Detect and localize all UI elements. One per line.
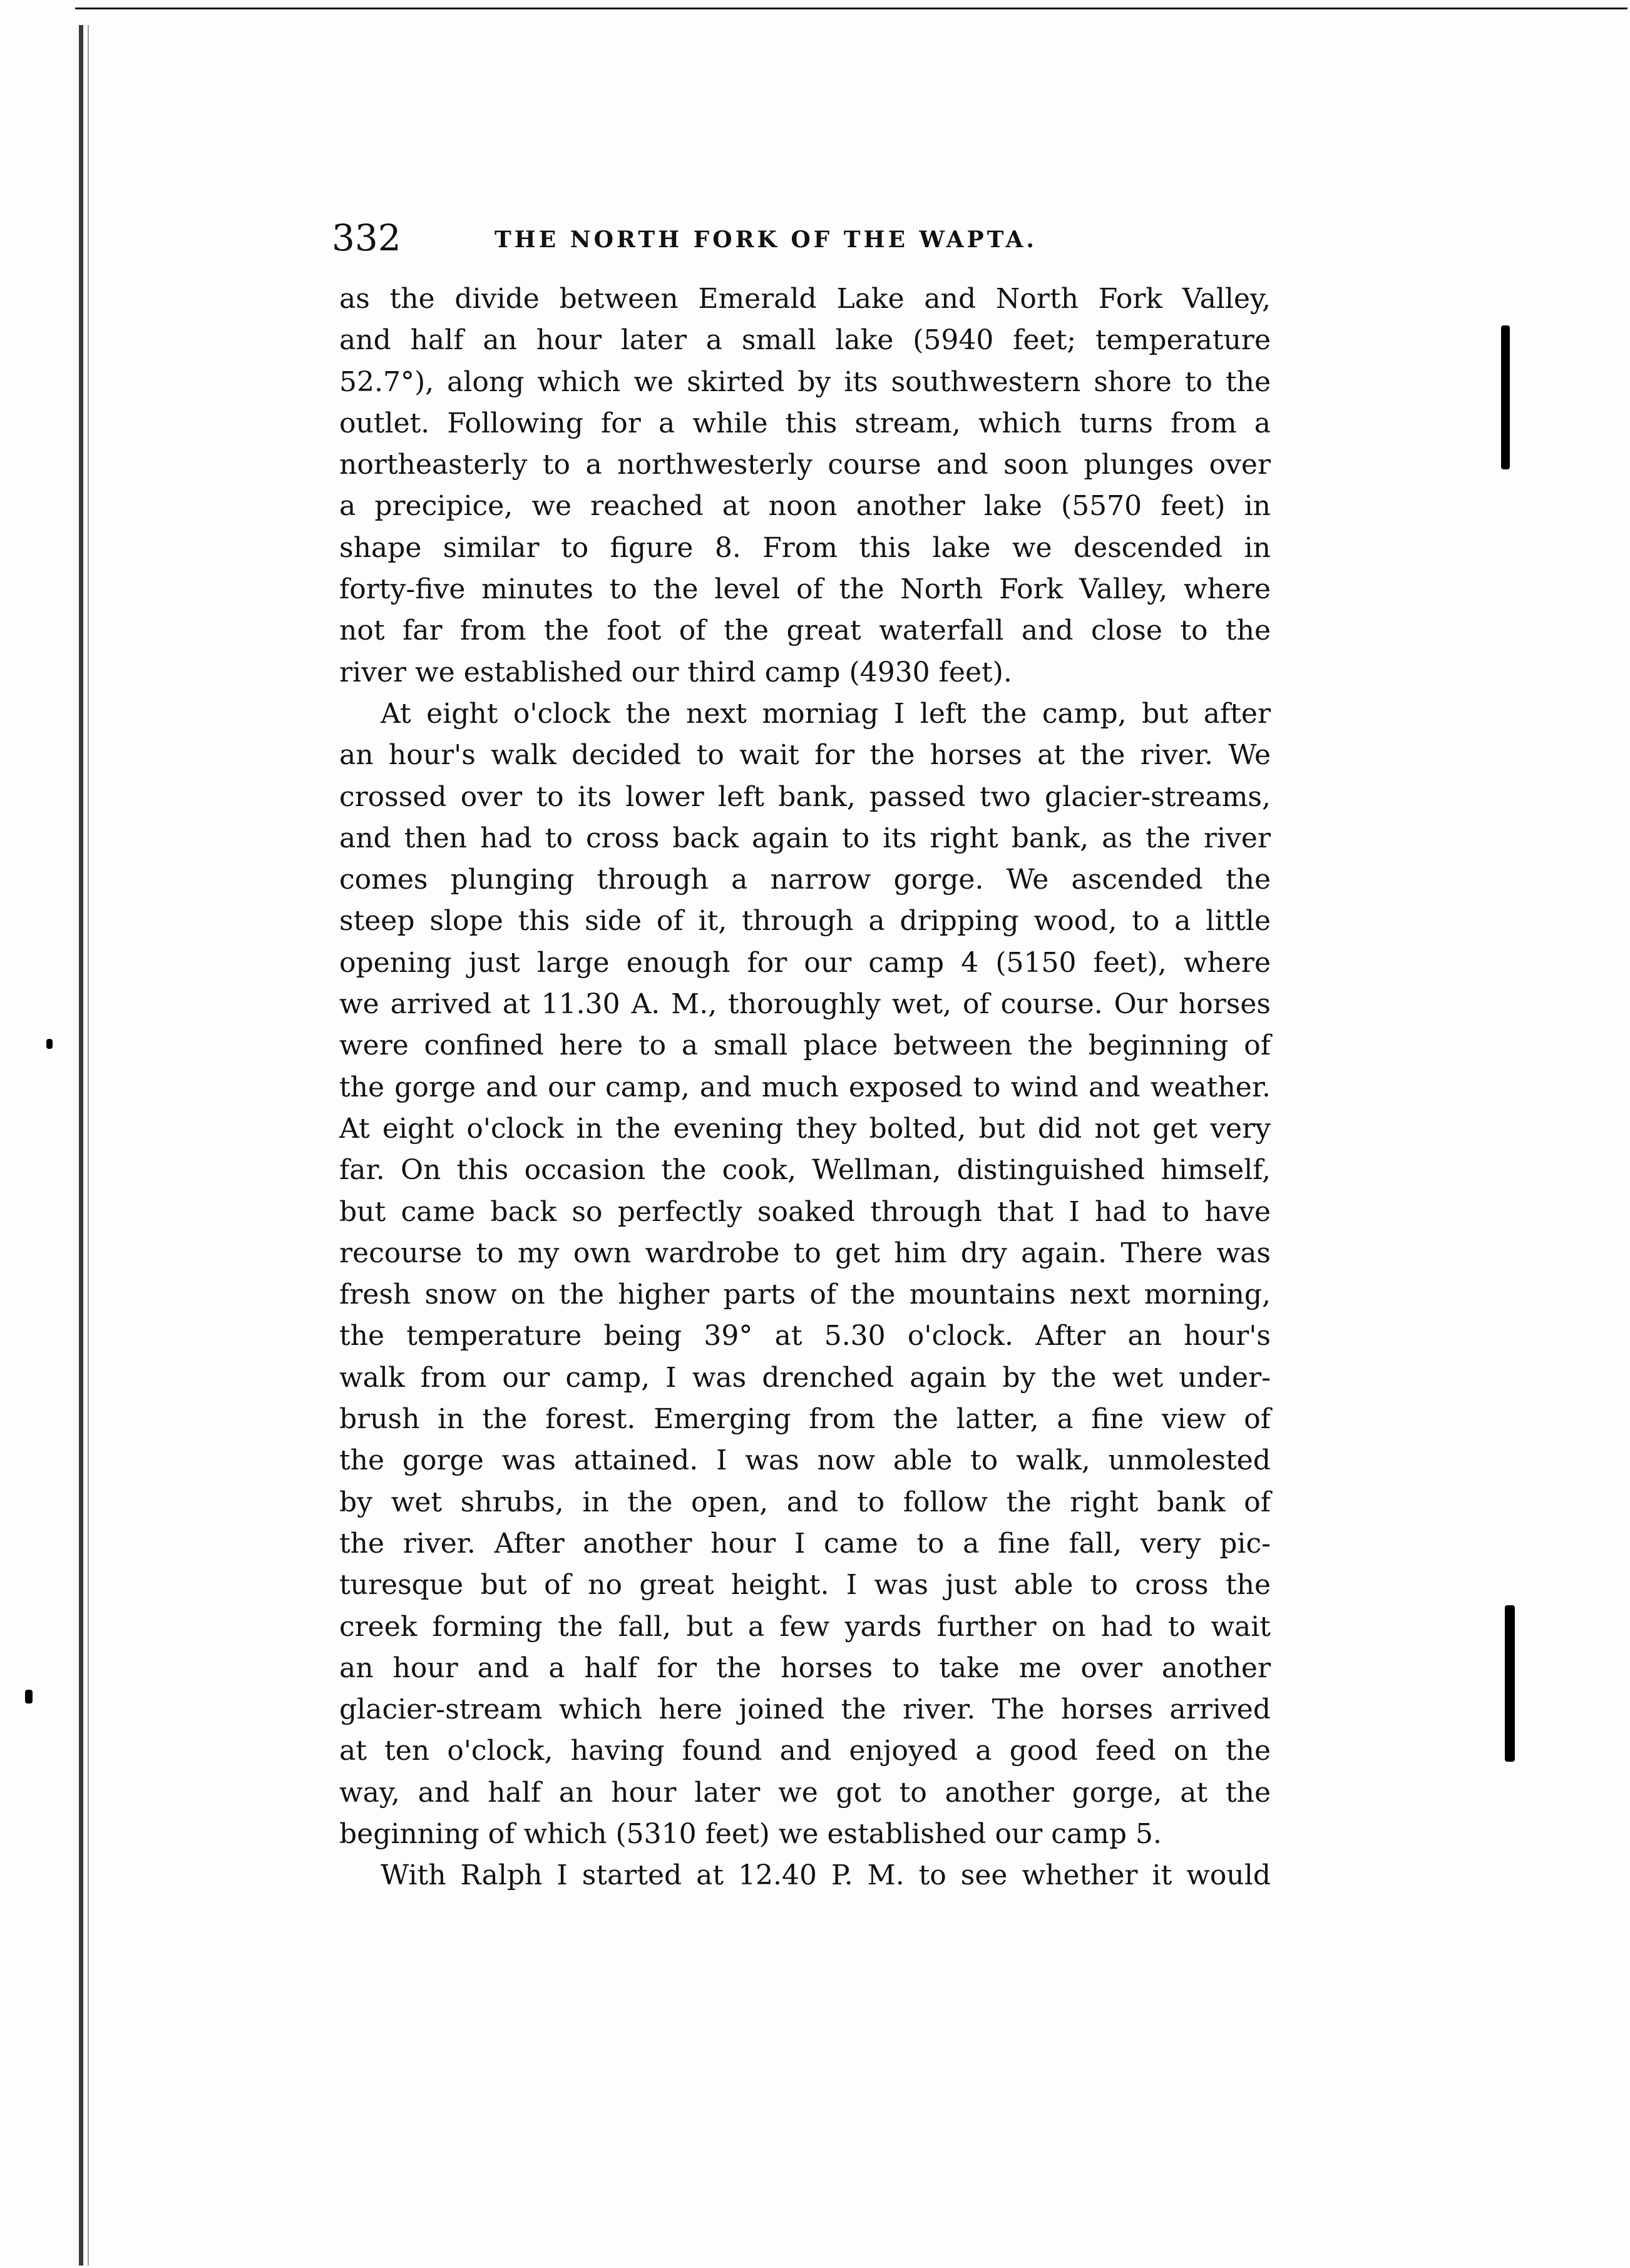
text-line: outlet. Following for a while this stream, which turns from a <box>339 407 1271 439</box>
text-line: turesque but of no great height. I was just able to cross the <box>339 1569 1271 1601</box>
binding-clip-mark-upper <box>1501 325 1510 469</box>
text-line: steep slope this side of it, through a dripping wood, to a little <box>339 905 1271 937</box>
text-line: the temperature being 39° at 5.30 o'clock. After an hour's <box>339 1320 1271 1352</box>
body-text <box>339 278 1271 1897</box>
text-line: forty-five minutes to the level of the North Fork Valley, where <box>339 573 1271 606</box>
text-line: were confined here to a small place between the beginning of <box>339 1029 1271 1062</box>
text-line: With Ralph I started at 12.40 P. M. to see whether it would <box>381 1859 1271 1892</box>
running-head <box>332 213 1371 263</box>
text-line: beginning of which (5310 feet) we established our camp 5. <box>339 1817 1162 1850</box>
page-binding-shadow <box>88 25 89 2265</box>
text-line: we arrived at 11.30 A. M., thoroughly wet, of course. Our horses <box>339 988 1271 1021</box>
text-line: a precipice, we reached at noon another lake (5570 feet) in <box>339 490 1271 523</box>
text-line: crossed over to its lower left bank, passed two glacier-streams, <box>339 780 1271 813</box>
text-line: at ten o'clock, having found and enjoyed a good feed on the <box>339 1735 1271 1767</box>
text-line: and half an hour later a small lake (5940 feet; temperature <box>339 324 1271 357</box>
text-line: but came back so perfectly soaked through that I had to have <box>339 1195 1271 1228</box>
text-line: comes plunging through a narrow gorge. We ascended the <box>339 864 1271 896</box>
text-line: an hour's walk decided to wait for the horses at the river. We <box>339 739 1271 772</box>
text-line: and then had to cross back again to its right bank, as the river <box>339 822 1271 854</box>
paragraph <box>339 693 1271 1855</box>
text-line: creek forming the fall, but a few yards further on had to wait <box>339 1610 1271 1643</box>
text-line: At eight o'clock the next morniag I left the camp, but after <box>381 697 1271 730</box>
text-line: At eight o'clock in the evening they bolted, but did not get very <box>339 1112 1271 1145</box>
text-line: 52.7°), along which we skirted by its southwestern shore to the <box>339 365 1271 398</box>
text-line: brush in the forest. Emerging from the latter, a fine view of <box>339 1403 1271 1436</box>
text-line: recourse to my own wardrobe to get him dry again. There was <box>339 1237 1271 1269</box>
paragraph <box>339 278 1271 693</box>
text-line: not far from the foot of the great waterfall and close to the <box>339 615 1271 647</box>
page-number: 332 <box>332 217 401 259</box>
text-line: northeasterly to a northwesterly course and soon plunges over <box>339 449 1271 481</box>
text-line: way, and half an hour later we got to another gorge, at the <box>339 1776 1271 1809</box>
text-line: an hour and a half for the horses to take me over another <box>339 1652 1271 1684</box>
text-line: as the divide between Emerald Lake and North Fork Valley, <box>339 283 1271 315</box>
scan-speck-left-2 <box>46 1039 53 1049</box>
page-top-edge <box>75 8 1627 9</box>
scan-speck-left <box>25 1690 33 1704</box>
text-line: walk from our camp, I was drenched again by the wet under- <box>339 1361 1271 1394</box>
text-line: glacier-stream which here joined the river. The horses arrived <box>339 1693 1271 1726</box>
text-line: the gorge and our camp, and much exposed to wind and weather. <box>339 1071 1271 1103</box>
text-line: the river. After another hour I came to a fine fall, very pic- <box>339 1527 1271 1560</box>
paragraph <box>339 1855 1271 1896</box>
text-line: by wet shrubs, in the open, and to follow the right bank of <box>339 1486 1271 1518</box>
text-line: far. On this occasion the cook, Wellman, distinguished himself, <box>339 1154 1271 1187</box>
binding-clip-mark-lower <box>1505 1605 1515 1762</box>
text-line: river we established our third camp (4930 feet). <box>339 656 1012 688</box>
text-line: shape similar to figure 8. From this lake we descended in <box>339 531 1271 564</box>
text-line: fresh snow on the higher parts of the mountains next morning, <box>339 1279 1271 1311</box>
text-line: the gorge was attained. I was now able to walk, unmolested <box>339 1444 1271 1477</box>
page-binding-edge <box>79 25 83 2265</box>
text-line: opening just large enough for our camp 4 (5150 feet), where <box>339 946 1271 979</box>
running-title: THE NORTH FORK OF THE WAPTA. <box>495 227 1037 253</box>
